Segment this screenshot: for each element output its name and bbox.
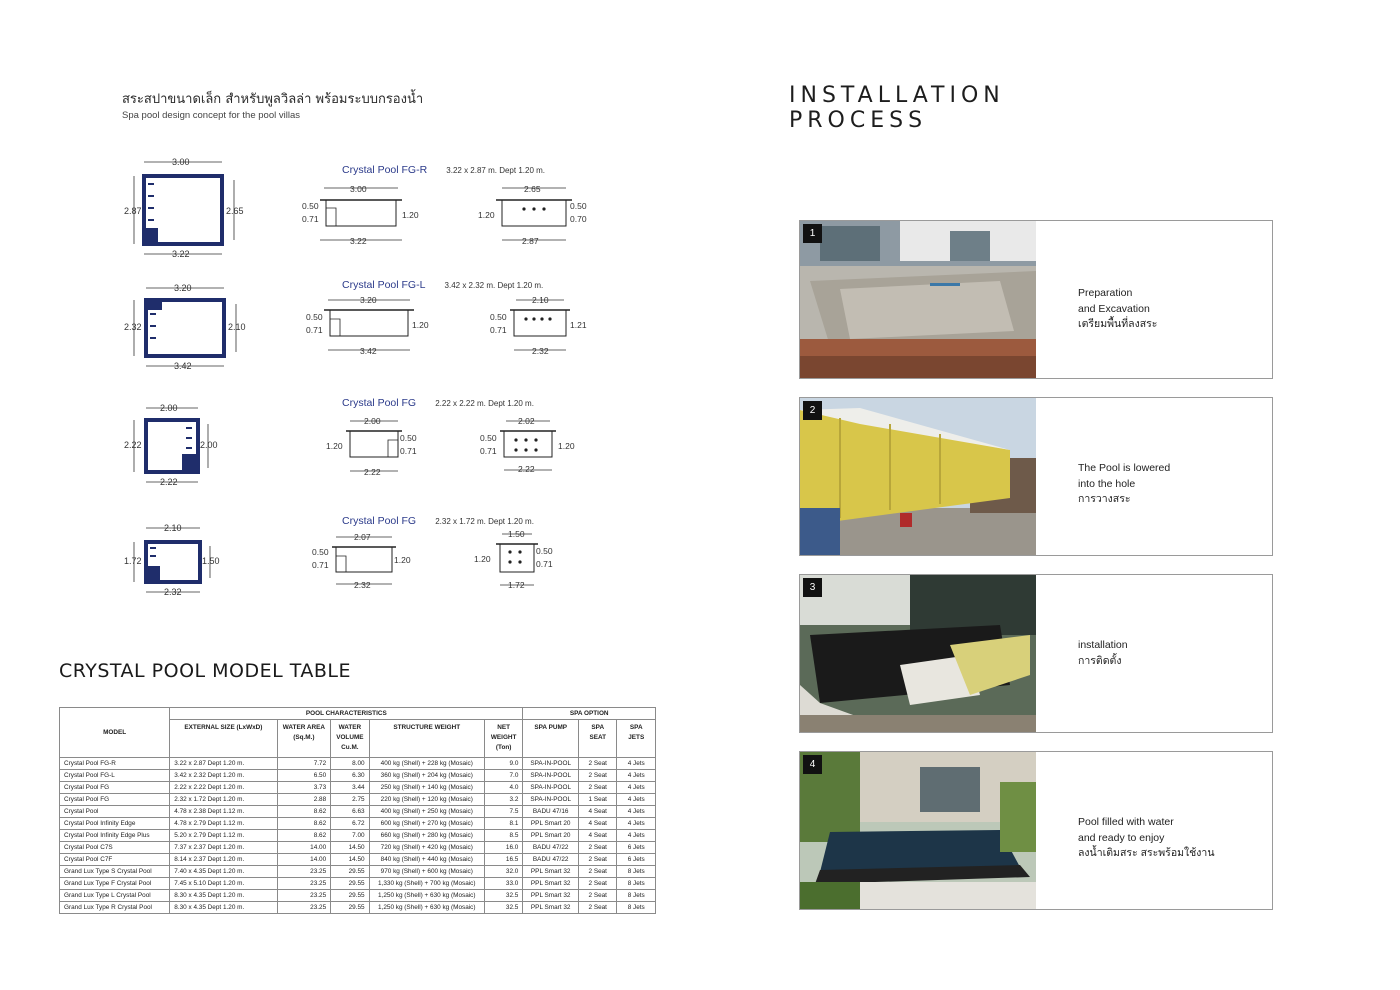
side-section-fg-222 (326, 414, 426, 479)
end-section-fg-r (478, 180, 593, 250)
cell-size: 7.37 x 2.37 Dept 1.20 m. (170, 842, 277, 854)
table-row (60, 842, 656, 854)
cell-pump: PPL Smart 32 (523, 878, 579, 890)
caption-line: and Excavation (1078, 302, 1150, 315)
cell-area: 14.00 (277, 842, 331, 854)
cell-area: 23.25 (277, 866, 331, 878)
end-section-fg-232 (474, 527, 574, 592)
side-section-fg-r (302, 180, 422, 250)
cell-model: Crystal Pool FG-R (60, 758, 170, 770)
col-net-weight: NET WEIGHT (Ton) (484, 720, 522, 758)
cell-area: 8.62 (277, 830, 331, 842)
table-row (60, 878, 656, 890)
step-number: 2 (803, 401, 822, 420)
cell-size: 2.32 x 1.72 Dept 1.20 m. (170, 794, 277, 806)
table-body (60, 758, 656, 914)
dim-right-a: 0.50 (570, 201, 587, 211)
dim-top: 3.20 (174, 283, 192, 293)
dim-bottom: 3.22 (350, 236, 367, 246)
dim-bottom: 2.87 (522, 236, 539, 246)
install-step-1 (799, 220, 1273, 379)
cell-jets: 4 Jets (617, 758, 656, 770)
caption-line: The Pool is lowered (1078, 462, 1171, 474)
cell-volume: 14.50 (331, 854, 369, 866)
model-dimensions: 2.22 x 2.22 m. Dept 1.20 m. (435, 399, 534, 408)
cell-weight: 660 kg (Shell) + 280 kg (Mosaic) (369, 830, 484, 842)
table-row (60, 806, 656, 818)
step-number: 3 (803, 578, 822, 597)
plan-view-fg-232 (124, 520, 234, 602)
dim-left-a: 0.50 (490, 312, 507, 322)
installation-photo (800, 575, 1036, 732)
cell-net: 7.5 (484, 806, 522, 818)
dim-right-b: 0.70 (570, 214, 587, 224)
cell-area: 23.25 (277, 890, 331, 902)
cell-weight: 400 kg (Shell) + 228 kg (Mosaic) (369, 758, 484, 770)
cell-weight: 1,330 kg (Shell) + 700 kg (Mosaic) (369, 878, 484, 890)
dim-right: 1.20 (402, 210, 419, 220)
caption-line: Pool filled with water (1078, 816, 1174, 828)
cell-weight: 1,250 kg (Shell) + 630 kg (Mosaic) (369, 890, 484, 902)
model-name: Crystal Pool FG (342, 397, 417, 409)
cell-size: 5.20 x 2.79 Dept 1.12 m. (170, 830, 277, 842)
cell-net: 7.0 (484, 770, 522, 782)
caption-line: and ready to enjoy (1078, 831, 1165, 844)
step-caption (1078, 638, 1128, 669)
model-name: Crystal Pool FG (342, 515, 417, 527)
cell-volume: 7.00 (331, 830, 369, 842)
model-heading-fg-232 (342, 509, 534, 528)
dim-left-a: 0.50 (480, 433, 497, 443)
cell-model: Crystal Pool FG (60, 794, 170, 806)
plan-view-fg-r (124, 154, 254, 264)
cell-model: Crystal Pool (60, 806, 170, 818)
cell-model: Crystal Pool FG (60, 782, 170, 794)
dim-bottom: 1.72 (508, 580, 525, 590)
cell-seat: 4 Seat (579, 818, 617, 830)
cell-pump: PPL Smart 20 (523, 830, 579, 842)
cell-seat: 2 Seat (579, 866, 617, 878)
end-section-fg-222 (480, 414, 580, 479)
dim-right-a: 0.50 (400, 433, 417, 443)
caption-line: into the hole (1078, 477, 1136, 490)
install-step-4 (799, 751, 1273, 910)
col-water-area: WATER AREA (Sq.M.) (277, 720, 331, 758)
cell-size: 3.42 x 2.32 Dept 1.20 m. (170, 770, 277, 782)
cell-volume: 6.30 (331, 770, 369, 782)
group-header-spa: SPA OPTION (523, 708, 656, 720)
cell-pump: PPL Smart 32 (523, 902, 579, 914)
dim-top: 3.00 (172, 157, 190, 167)
cell-pump: SPA-IN-POOL (523, 794, 579, 806)
cell-volume: 14.50 (331, 842, 369, 854)
thai-heading: สระสปาขนาดเล็ก สำหรับพูลวิลล่า พร้อมระบบกรองน้ำ (122, 92, 424, 107)
cell-model: Crystal Pool C7F (60, 854, 170, 866)
table-row (60, 794, 656, 806)
model-heading-fg-l (342, 273, 543, 292)
table-row (60, 830, 656, 842)
cell-net: 16.0 (484, 842, 522, 854)
cell-weight: 600 kg (Shell) + 270 kg (Mosaic) (369, 818, 484, 830)
cell-jets: 8 Jets (617, 890, 656, 902)
col-spa-seat: SPA SEAT (579, 720, 617, 758)
cell-pump: BADU 47/22 (523, 842, 579, 854)
cell-seat: 2 Seat (579, 902, 617, 914)
side-section-fg-232 (312, 530, 422, 592)
cell-seat: 4 Seat (579, 806, 617, 818)
col-water-volume: WATER VOLUME Cu.M. (331, 720, 369, 758)
lowering-photo (800, 398, 1036, 555)
col-spa-pump: SPA PUMP (523, 720, 579, 758)
cell-volume: 29.55 (331, 890, 369, 902)
dim-left-a: 0.50 (312, 547, 329, 557)
cell-pump: BADU 47/22 (523, 854, 579, 866)
cell-model: Crystal Pool Infinity Edge (60, 818, 170, 830)
cell-size: 4.78 x 2.79 Dept 1.12 m. (170, 818, 277, 830)
cell-area: 23.25 (277, 878, 331, 890)
model-dimensions: 3.42 x 2.32 m. Dept 1.20 m. (444, 281, 544, 290)
cell-jets: 4 Jets (617, 830, 656, 842)
cell-jets: 4 Jets (617, 818, 656, 830)
table-row (60, 818, 656, 830)
table-row (60, 770, 656, 782)
cell-seat: 4 Seat (579, 830, 617, 842)
dim-top: 2.65 (524, 184, 541, 194)
dim-bottom: 2.32 (164, 587, 182, 597)
cell-size: 7.40 x 4.35 Dept 1.20 m. (170, 866, 277, 878)
dim-top: 2.00 (364, 416, 381, 426)
title-line-2: PROCESS (789, 108, 928, 133)
cell-model: Grand Lux Type F Crystal Pool (60, 878, 170, 890)
cell-weight: 720 kg (Shell) + 420 kg (Mosaic) (369, 842, 484, 854)
english-subheading: Spa pool design concept for the pool villas (122, 110, 300, 121)
dim-right: 1.50 (202, 556, 220, 566)
col-external-size: EXTERNAL SIZE (LxWxD) (170, 720, 277, 758)
step-number: 1 (803, 224, 822, 243)
cell-net: 3.2 (484, 794, 522, 806)
cell-seat: 2 Seat (579, 890, 617, 902)
cell-size: 8.30 x 4.35 Dept 1.20 m. (170, 890, 277, 902)
cell-volume: 6.63 (331, 806, 369, 818)
dim-top: 1.50 (508, 529, 525, 539)
caption-line: การติดตั้ง (1078, 654, 1122, 667)
dim-bottom: 2.32 (532, 346, 549, 356)
cell-net: 32.5 (484, 902, 522, 914)
cell-size: 7.45 x 5.10 Dept 1.20 m. (170, 878, 277, 890)
table-title: CRYSTAL POOL MODEL TABLE (59, 660, 352, 682)
cell-weight: 840 kg (Shell) + 440 kg (Mosaic) (369, 854, 484, 866)
dim-right: 1.20 (394, 555, 411, 565)
dim-bottom: 3.42 (360, 346, 377, 356)
cell-size: 4.78 x 2.38 Dept 1.12 m. (170, 806, 277, 818)
cell-area: 2.88 (277, 794, 331, 806)
dim-left: 2.32 (124, 322, 142, 332)
cell-model: Crystal Pool Infinity Edge Plus (60, 830, 170, 842)
cell-area: 8.62 (277, 818, 331, 830)
dim-top: 2.10 (164, 523, 182, 533)
end-section-fg-l (490, 293, 595, 358)
cell-net: 8.5 (484, 830, 522, 842)
cell-net: 32.5 (484, 890, 522, 902)
col-structure-weight: STRUCTURE WEIGHT (369, 720, 484, 758)
step-caption (1078, 815, 1215, 862)
dim-bottom: 2.22 (364, 467, 381, 477)
cell-jets: 4 Jets (617, 782, 656, 794)
dim-left-a: 0.50 (302, 201, 319, 211)
cell-pump: PPL Smart 20 (523, 818, 579, 830)
cell-pump: PPL Smart 32 (523, 866, 579, 878)
cell-size: 3.22 x 2.87 Dept 1.20 m. (170, 758, 277, 770)
cell-area: 6.50 (277, 770, 331, 782)
install-step-3 (799, 574, 1273, 733)
cell-seat: 2 Seat (579, 758, 617, 770)
dim-right-b: 0.71 (536, 559, 553, 569)
cell-weight: 250 kg (Shell) + 140 kg (Mosaic) (369, 782, 484, 794)
cell-model: Grand Lux Type L Crystal Pool (60, 890, 170, 902)
cell-pump: SPA-IN-POOL (523, 782, 579, 794)
installation-title (789, 83, 1005, 133)
dim-left-b: 0.71 (306, 325, 323, 335)
cell-area: 7.72 (277, 758, 331, 770)
install-step-2 (799, 397, 1273, 556)
cell-volume: 29.55 (331, 902, 369, 914)
dim-left: 2.22 (124, 440, 142, 450)
cell-net: 8.1 (484, 818, 522, 830)
finished-pool-photo (800, 752, 1036, 909)
cell-seat: 1 Seat (579, 794, 617, 806)
step-number: 4 (803, 755, 822, 774)
dim-left-a: 0.50 (306, 312, 323, 322)
cell-pump: SPA-IN-POOL (523, 770, 579, 782)
title-line-1: INSTALLATION (789, 83, 1005, 108)
model-dimensions: 2.32 x 1.72 m. Dept 1.20 m. (435, 517, 534, 526)
dim-bottom: 2.32 (354, 580, 371, 590)
model-name: Crystal Pool FG-R (342, 164, 428, 176)
cell-jets: 6 Jets (617, 842, 656, 854)
cell-pump: SPA-IN-POOL (523, 758, 579, 770)
caption-line: Preparation (1078, 287, 1133, 299)
cell-size: 2.22 x 2.22 Dept 1.20 m. (170, 782, 277, 794)
cell-jets: 8 Jets (617, 866, 656, 878)
dim-left: 2.87 (124, 206, 142, 216)
dim-right: 1.20 (558, 441, 575, 451)
dim-left-b: 0.71 (302, 214, 319, 224)
plan-view-fg-l (124, 280, 254, 375)
table-row (60, 854, 656, 866)
dim-right-a: 0.50 (536, 546, 553, 556)
dim-top: 2.02 (518, 416, 535, 426)
plan-view-fg-222 (124, 400, 234, 492)
cell-jets: 6 Jets (617, 854, 656, 866)
model-name: Crystal Pool FG-L (342, 279, 426, 291)
dim-left: 1.20 (326, 441, 343, 451)
cell-area: 23.25 (277, 902, 331, 914)
dim-left: 1.20 (478, 210, 495, 220)
dim-bottom: 2.22 (518, 464, 535, 474)
cell-area: 8.62 (277, 806, 331, 818)
cell-seat: 2 Seat (579, 770, 617, 782)
excavation-photo (800, 221, 1036, 378)
cell-weight: 360 kg (Shell) + 204 kg (Mosaic) (369, 770, 484, 782)
dim-top: 3.20 (360, 295, 377, 305)
caption-line: installation (1078, 639, 1128, 651)
dim-right: 1.21 (570, 320, 587, 330)
caption-line: การวางสระ (1078, 493, 1131, 505)
model-dimensions: 3.22 x 2.87 m. Dept 1.20 m. (446, 166, 545, 175)
cell-model: Grand Lux Type R Crystal Pool (60, 902, 170, 914)
cell-net: 4.0 (484, 782, 522, 794)
dim-bottom: 3.42 (174, 361, 192, 371)
cell-area: 3.73 (277, 782, 331, 794)
dim-right: 2.00 (200, 440, 218, 450)
cell-volume: 6.72 (331, 818, 369, 830)
caption-line: เตรียมพื้นที่ลงสระ (1078, 318, 1158, 330)
cell-weight: 1,250 kg (Shell) + 630 kg (Mosaic) (369, 902, 484, 914)
cell-jets: 4 Jets (617, 806, 656, 818)
dim-top: 3.00 (350, 184, 367, 194)
table-row (60, 902, 656, 914)
cell-area: 14.00 (277, 854, 331, 866)
dim-left-b: 0.71 (490, 325, 507, 335)
dim-top: 2.00 (160, 403, 178, 413)
cell-seat: 2 Seat (579, 854, 617, 866)
group-header-characteristics: POOL CHARACTERISTICS (170, 708, 523, 720)
table-row (60, 866, 656, 878)
table-row (60, 782, 656, 794)
cell-net: 16.5 (484, 854, 522, 866)
col-model: MODEL (60, 708, 170, 758)
cell-net: 33.0 (484, 878, 522, 890)
step-caption (1078, 461, 1170, 508)
dim-top: 2.10 (532, 295, 549, 305)
cell-seat: 2 Seat (579, 782, 617, 794)
cell-weight: 970 kg (Shell) + 600 kg (Mosaic) (369, 866, 484, 878)
dim-right: 2.65 (226, 206, 244, 216)
cell-model: Crystal Pool FG-L (60, 770, 170, 782)
cell-size: 8.14 x 2.37 Dept 1.20 m. (170, 854, 277, 866)
dim-bottom: 3.22 (172, 249, 190, 259)
cell-volume: 29.55 (331, 866, 369, 878)
cell-pump: PPL Smart 32 (523, 890, 579, 902)
cell-jets: 8 Jets (617, 902, 656, 914)
table-row (60, 890, 656, 902)
dim-right: 1.20 (412, 320, 429, 330)
cell-pump: BADU 47/16 (523, 806, 579, 818)
cell-jets: 8 Jets (617, 878, 656, 890)
dim-right-b: 0.71 (400, 446, 417, 456)
cell-jets: 4 Jets (617, 794, 656, 806)
dim-right: 2.10 (228, 322, 246, 332)
cell-volume: 8.00 (331, 758, 369, 770)
cell-volume: 2.75 (331, 794, 369, 806)
dim-left: 1.20 (474, 554, 491, 564)
cell-weight: 400 kg (Shell) + 250 kg (Mosaic) (369, 806, 484, 818)
cell-seat: 2 Seat (579, 842, 617, 854)
dim-left-b: 0.71 (312, 560, 329, 570)
dim-left-b: 0.71 (480, 446, 497, 456)
cell-model: Crystal Pool C7S (60, 842, 170, 854)
caption-line: ลงน้ำเติมสระ สระพร้อมใช้งาน (1078, 847, 1215, 859)
cell-net: 9.0 (484, 758, 522, 770)
col-spa-jets: SPA JETS (617, 720, 656, 758)
dim-left: 1.72 (124, 556, 142, 566)
table-row (60, 758, 656, 770)
cell-net: 32.0 (484, 866, 522, 878)
cell-jets: 4 Jets (617, 770, 656, 782)
cell-volume: 29.55 (331, 878, 369, 890)
side-section-fg-l (306, 293, 431, 358)
cell-size: 8.30 x 4.35 Dept 1.20 m. (170, 902, 277, 914)
model-heading-fg-222 (342, 391, 534, 410)
cell-volume: 3.44 (331, 782, 369, 794)
cell-weight: 220 kg (Shell) + 120 kg (Mosaic) (369, 794, 484, 806)
dim-bottom: 2.22 (160, 477, 178, 487)
cell-seat: 2 Seat (579, 878, 617, 890)
step-caption (1078, 286, 1157, 333)
cell-model: Grand Lux Type S Crystal Pool (60, 866, 170, 878)
dim-top: 2.07 (354, 532, 371, 542)
model-heading-fg-r (342, 158, 545, 177)
model-table (59, 707, 656, 914)
